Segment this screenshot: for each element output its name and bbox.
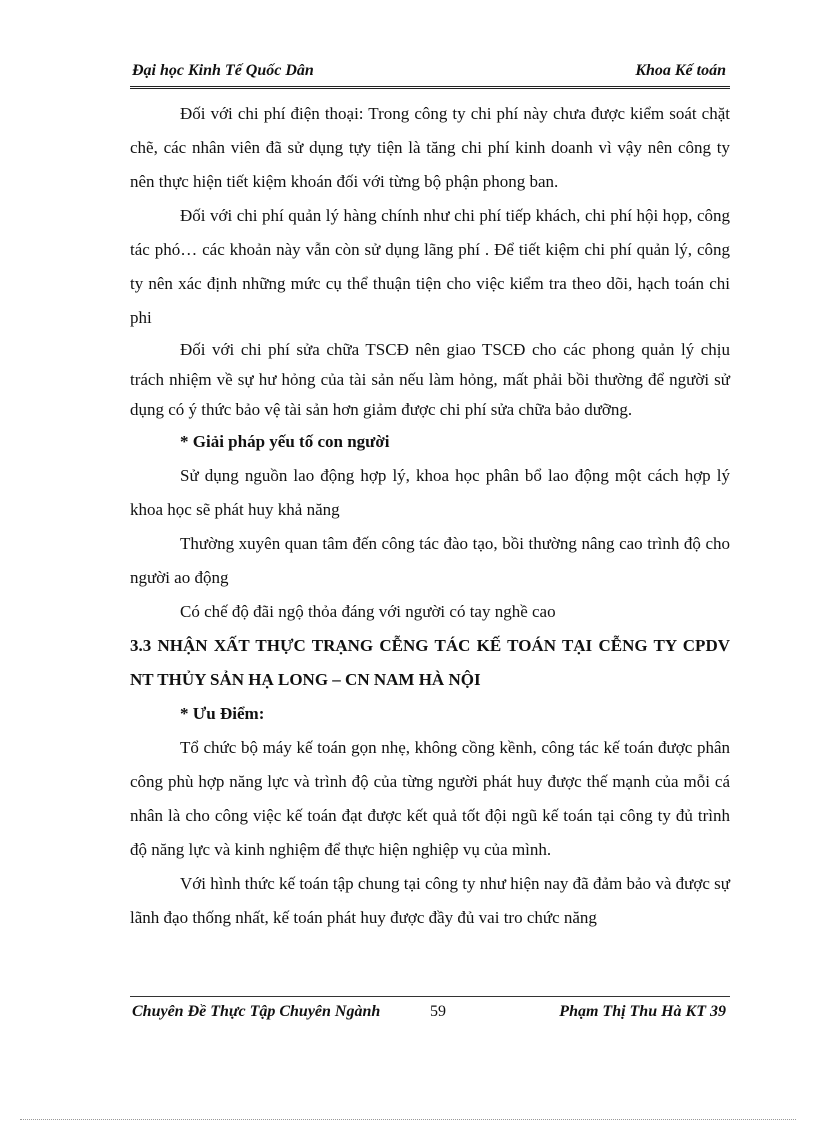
paragraph-repair-cost: Đối với chi phí sửa chữa TSCĐ nên giao TSCĐ cho các phong quản lý chịu trách nhiệm về sự hư hỏng của tài sản nếu làm hỏng, mất phải bồi thường để người sử dụng có ý thức bảo vệ tài sản hơn giảm được chi phí sửa chữa bảo dưỡng. bbox=[130, 340, 730, 419]
paragraph-org-structure: Tổ chức bộ máy kế toán gọn nhẹ, không cồng kềnh, công tác kế toán được phân công phù hợp năng lực và trình độ của từng người phát huy được thế mạnh của mỗi cá nhân là cho công việc kế toán đạt được kết quả tốt đội ngũ kế toán tại công ty đủ trình độ năng lực và kinh nghiệm để thực hiện nghiệp vụ của mình. bbox=[130, 738, 730, 859]
footer-author: Phạm Thị Thu Hà KT 39 bbox=[559, 1003, 726, 1020]
document-body bbox=[130, 97, 730, 935]
paragraph-labor-use: Sử dụng nguồn lao động hợp lý, khoa học phân bổ lao động một cách hợp lý khoa học sẽ phát huy khả năng bbox=[130, 466, 730, 519]
paragraph-phone-cost: Đối với chi phí điện thoại: Trong công ty chi phí này chưa được kiểm soát chặt chẽ, các nhân viên đã sử dụng tựy tiện là tăng chi phí kinh doanh vì vậy nên công ty nên thực hiện tiết kiệm khoán đối với từng bộ phận phong ban. bbox=[130, 104, 730, 191]
paragraph-admin-cost: Đối với chi phí quản lý hàng chính như chi phí tiếp khách, chi phí hội họp, công tác phó… các khoản này vẫn còn sử dụng lãng phí . Để tiết kiệm chi phí quản lý, công ty nên xác định những mức cụ thể thuận tiện cho việc kiểm tra theo dõi, hạch toán chi phi bbox=[130, 206, 730, 327]
page-footer bbox=[130, 996, 730, 1025]
header-university: Đại học Kinh Tế Quốc Dân bbox=[132, 62, 314, 79]
paragraph-compensation: Có chế độ đãi ngộ thỏa đáng với người có tay nghề cao bbox=[180, 602, 556, 621]
footer-title: Chuyên Đề Thực Tập Chuyên Ngành bbox=[132, 1003, 381, 1020]
page-number: 59 bbox=[430, 1003, 446, 1020]
paragraph-training: Thường xuyên quan tâm đến công tác đào tạo, bồi thường nâng cao trình độ cho người ao động bbox=[130, 534, 730, 587]
paragraph-centralized-accounting: Với hình thức kế toán tập chung tại công ty như hiện nay đã đảm bảo và được sự lãnh đạo thống nhất, kế toán phát huy được đầy đủ vai tro chức năng bbox=[130, 874, 730, 927]
header-faculty: Khoa Kế toán bbox=[635, 62, 726, 79]
subheading-human-factor: * Giải pháp yếu tố con người bbox=[180, 432, 390, 451]
page-header bbox=[130, 60, 730, 89]
section-heading-3-3: 3.3 NHẬN XẤT THỰC TRẠNG CỄNG TÁC KẾ TOÁN TẠI CỄNG TY CPDV NT THỦY SẢN HẠ LONG – CN NAM HÀ NỘI bbox=[130, 636, 730, 689]
subheading-advantages: * Ưu Điểm: bbox=[180, 704, 265, 723]
bottom-dotted-divider bbox=[20, 1119, 796, 1120]
